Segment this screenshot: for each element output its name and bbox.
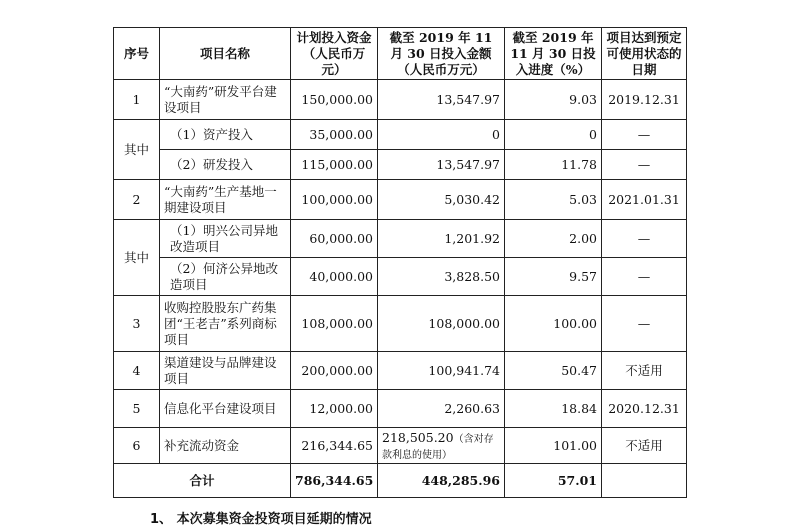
table-row xyxy=(114,428,687,464)
row-project-name: （2）何济公异地改造项目 xyxy=(160,258,291,296)
row-invested-amount: 2,260.63 xyxy=(378,390,505,428)
section-heading-cutoff: 1、 本次募集资金投资项目延期的情况 xyxy=(150,512,372,527)
table-row xyxy=(114,180,687,220)
row-invested-amount-cell xyxy=(378,428,505,464)
row-planned-investment: 200,000.00 xyxy=(291,352,378,390)
header-row xyxy=(114,28,687,80)
row-project-name: 收购控股股东广药集团“王老吉”系列商标项目 xyxy=(160,296,291,352)
row-planned-investment: 40,000.00 xyxy=(291,258,378,296)
row-project-name: （1）明兴公司异地改造项目 xyxy=(160,220,291,258)
total-ready-date xyxy=(602,464,687,498)
row-planned-investment: 150,000.00 xyxy=(291,80,378,120)
table-row xyxy=(114,352,687,390)
row-group-label: 其中 xyxy=(114,220,160,296)
row-ready-date: 不适用 xyxy=(602,352,687,390)
header-project-name: 项目名称 xyxy=(160,28,291,80)
row-ready-date: — xyxy=(602,296,687,352)
header-invested-amount: 截至 2019 年 11 月 30 日投入金额（人民币万元） xyxy=(378,28,505,80)
row-ready-date: — xyxy=(602,220,687,258)
row-no: 3 xyxy=(114,296,160,352)
row-invested-amount: 100,941.74 xyxy=(378,352,505,390)
row-invested-amount: 0 xyxy=(378,120,505,150)
row-progress: 100.00 xyxy=(505,296,602,352)
row-project-name: 信息化平台建设项目 xyxy=(160,390,291,428)
table-row xyxy=(114,80,687,120)
row-progress: 2.00 xyxy=(505,220,602,258)
row-progress: 9.03 xyxy=(505,80,602,120)
row-no: 1 xyxy=(114,80,160,120)
row-planned-investment: 12,000.00 xyxy=(291,390,378,428)
header-no: 序号 xyxy=(114,28,160,80)
row-ready-date: 2019.12.31 xyxy=(602,80,687,120)
row-no: 5 xyxy=(114,390,160,428)
fund-usage-table xyxy=(113,27,687,498)
row-progress: 50.47 xyxy=(505,352,602,390)
row-progress: 0 xyxy=(505,120,602,150)
header-planned-investment: 计划投入资金（人民币万元） xyxy=(291,28,378,80)
total-planned-investment: 786,344.65 xyxy=(291,464,378,498)
row-ready-date: 不适用 xyxy=(602,428,687,464)
row-project-name: “大南药”研发平台建设项目 xyxy=(160,80,291,120)
row-invested-amount: 3,828.50 xyxy=(378,258,505,296)
row-project-name: “大南药”生产基地一期建设项目 xyxy=(160,180,291,220)
row-progress: 11.78 xyxy=(505,150,602,180)
row-progress: 101.00 xyxy=(505,428,602,464)
header-progress: 截至 2019 年 11 月 30 日投入进度（%） xyxy=(505,28,602,80)
row-planned-investment: 216,344.65 xyxy=(291,428,378,464)
table-row xyxy=(114,120,687,150)
row-project-name: （1）资产投入 xyxy=(160,120,291,150)
row-no: 6 xyxy=(114,428,160,464)
row-no: 4 xyxy=(114,352,160,390)
row-project-name: 渠道建设与品牌建设项目 xyxy=(160,352,291,390)
row-project-name: 补充流动资金 xyxy=(160,428,291,464)
total-row xyxy=(114,464,687,498)
row-progress: 9.57 xyxy=(505,258,602,296)
total-invested-amount: 448,285.96 xyxy=(378,464,505,498)
row-group-label: 其中 xyxy=(114,120,160,180)
table-row xyxy=(114,258,687,296)
row-ready-date: 2021.01.31 xyxy=(602,180,687,220)
row-invested-amount: 13,547.97 xyxy=(378,80,505,120)
row-progress: 5.03 xyxy=(505,180,602,220)
row-progress: 18.84 xyxy=(505,390,602,428)
row-planned-investment: 108,000.00 xyxy=(291,296,378,352)
total-label: 合计 xyxy=(114,464,291,498)
header-ready-date: 项目达到预定可使用状态的日期 xyxy=(602,28,687,80)
row-invested-amount: 5,030.42 xyxy=(378,180,505,220)
row-invested-amount: 108,000.00 xyxy=(378,296,505,352)
row-invested-amount: 13,547.97 xyxy=(378,150,505,180)
row-invested-amount: 218,505.20 xyxy=(382,429,454,445)
row-ready-date: — xyxy=(602,150,687,180)
row-planned-investment: 60,000.00 xyxy=(291,220,378,258)
row-planned-investment: 115,000.00 xyxy=(291,150,378,180)
row-no: 2 xyxy=(114,180,160,220)
row-invested-amount: 1,201.92 xyxy=(378,220,505,258)
row-ready-date: — xyxy=(602,120,687,150)
table-row xyxy=(114,296,687,352)
table-row xyxy=(114,150,687,180)
row-ready-date: — xyxy=(602,258,687,296)
row-invested-note: （含对存款利息的使用） xyxy=(382,433,494,461)
total-progress: 57.01 xyxy=(505,464,602,498)
row-planned-investment: 100,000.00 xyxy=(291,180,378,220)
row-ready-date: 2020.12.31 xyxy=(602,390,687,428)
table-row xyxy=(114,220,687,258)
table-row xyxy=(114,390,687,428)
row-planned-investment: 35,000.00 xyxy=(291,120,378,150)
row-project-name: （2）研发投入 xyxy=(160,150,291,180)
